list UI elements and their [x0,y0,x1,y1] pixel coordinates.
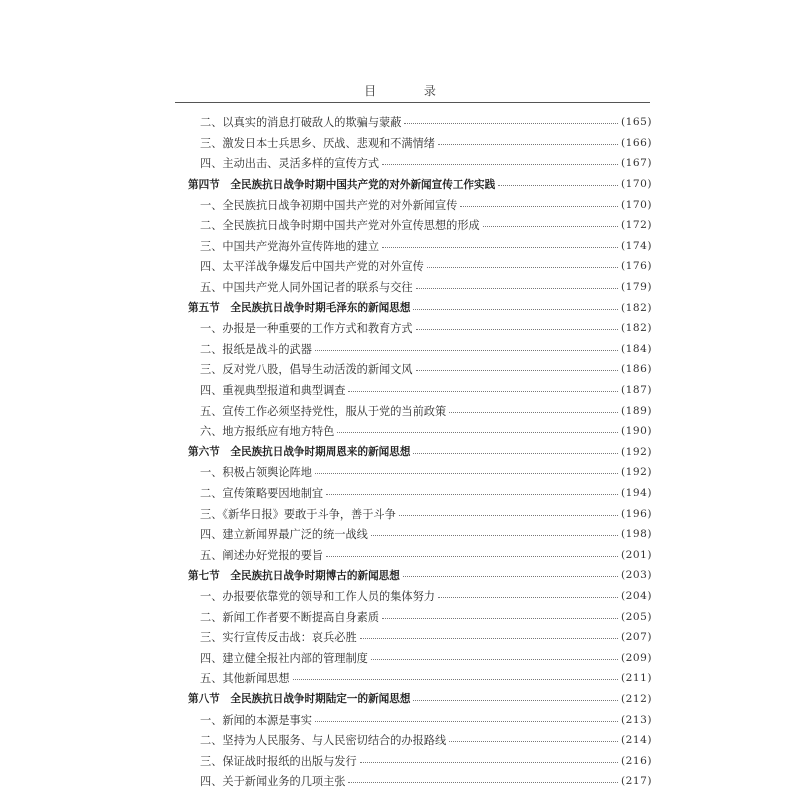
dot-leader [427,266,618,268]
dot-leader [360,761,618,763]
entry-title: 二、全民族抗日战争时期中国共产党对外宣传思想的形成 [200,219,480,233]
dot-leader [382,246,618,248]
dot-leader [449,740,618,742]
entry-title: 五、其他新闻思想 [200,672,290,686]
toc-entry[interactable] [188,462,652,483]
entry-title: 一、积极占领舆论阵地 [200,466,312,480]
page-number: (190) [621,425,652,438]
toc-entry[interactable] [188,133,652,154]
dot-leader [413,452,618,454]
dot-leader [483,225,618,227]
dot-leader [449,411,618,413]
dot-leader [326,493,618,495]
toc-entry[interactable] [188,112,652,133]
toc-section-heading[interactable] [188,565,652,586]
page-number: (217) [621,775,652,788]
entry-title: 三、《新华日报》要敢于斗争，善于斗争 [200,507,396,521]
entry-title: 四、太平洋战争爆发后中国共产党的对外宣传 [200,260,424,274]
toc-entry[interactable] [188,256,652,277]
page-number: (196) [621,507,652,520]
toc-entry[interactable] [188,400,652,421]
dot-leader [293,678,618,680]
toc-entry[interactable] [188,668,652,689]
entry-title: 四、关于新闻业务的几项主张 [200,775,346,789]
entry-title: 一、新闻的本源是事实 [200,713,312,727]
entry-title: 三、实行宣传反击战：哀兵必胜 [200,631,357,645]
table-of-contents [188,112,652,792]
toc-entry[interactable] [188,730,652,751]
dot-leader [438,143,618,145]
entry-title: 五、中国共产党人同外国记者的联系与交往 [200,281,413,295]
entry-title: 五、宣传工作必须坚持党性，服从于党的当前政策 [200,404,447,418]
toc-entry[interactable] [188,339,652,360]
toc-entry[interactable] [188,771,652,792]
toc-entry[interactable] [188,503,652,524]
page-number: (198) [621,528,652,541]
dot-leader [348,781,618,783]
page-number: (212) [621,692,652,705]
header-divider [175,102,650,103]
page-number: (184) [621,342,652,355]
toc-entry[interactable] [188,318,652,339]
dot-leader [416,287,618,289]
toc-entry[interactable] [188,647,652,668]
toc-entry[interactable] [188,236,652,257]
toc-entry[interactable] [188,380,652,401]
page-number: (176) [621,260,652,273]
dot-leader [413,699,618,701]
dot-leader [371,658,618,660]
toc-section-heading[interactable] [188,174,652,195]
page-number: (201) [621,548,652,561]
dot-leader [403,575,618,577]
page-number: (194) [621,486,652,499]
toc-entry[interactable] [188,586,652,607]
page-number: (213) [621,713,652,726]
page-number: (216) [621,754,652,767]
page-number: (207) [621,631,652,644]
section-title: 第五节 全民族抗日战争时期毛泽东的新闻思想 [188,302,411,315]
toc-entry[interactable] [188,544,652,565]
section-title: 第四节 全民族抗日战争时期中国共产党的对外新闻宣传工作实践 [188,178,496,191]
toc-entry[interactable] [188,359,652,380]
page-number: (203) [621,569,652,582]
page-number: (189) [621,404,652,417]
page-number: (172) [621,219,652,232]
entry-title: 四、主动出击、灵活多样的宣传方式 [200,157,380,171]
dot-leader [498,184,618,186]
entry-title: 二、坚持为人民服务、与人民密切结合的办报路线 [200,734,447,748]
page-number: (167) [621,157,652,170]
toc-entry[interactable] [188,483,652,504]
toc-entry[interactable] [188,750,652,771]
page-number: (165) [621,116,652,129]
entry-title: 四、建立新闻界最广泛的统一战线 [200,528,368,542]
page-number: (214) [621,734,652,747]
toc-entry[interactable] [188,194,652,215]
dot-leader [348,390,618,392]
page-number: (187) [621,384,652,397]
toc-entry[interactable] [188,606,652,627]
toc-entry[interactable] [188,709,652,730]
page-number: (192) [621,466,652,479]
section-title: 第六节 全民族抗日战争时期周恩来的新闻思想 [188,446,411,459]
entry-title: 三、中国共产党海外宣传阵地的建立 [200,239,380,253]
page-number: (179) [621,281,652,294]
entry-title: 二、新闻工作者要不断提高自身素质 [200,610,380,624]
toc-section-heading[interactable] [188,297,652,318]
dot-leader [416,369,618,371]
page-number: (186) [621,363,652,376]
entry-title: 六、地方报纸应有地方特色 [200,425,335,439]
dot-leader [404,122,618,124]
entry-title: 一、办报是一种重要的工作方式和教育方式 [200,322,413,336]
entry-title: 二、报纸是战斗的武器 [200,342,312,356]
page-number: (182) [621,322,652,335]
page-number: (209) [621,651,652,664]
entry-title: 三、激发日本士兵思乡、厌战、悲观和不满情绪 [200,136,435,150]
page-number: (170) [621,198,652,211]
dot-leader [413,308,618,310]
page-number: (182) [621,301,652,314]
section-title: 第八节 全民族抗日战争时期陆定一的新闻思想 [188,693,411,706]
toc-entry[interactable] [188,421,652,442]
toc-entry[interactable] [188,277,652,298]
entry-title: 一、办报要依靠党的领导和工作人员的集体努力 [200,589,435,603]
entry-title: 三、保证战时报纸的出版与发行 [200,754,357,768]
dot-leader [382,617,618,619]
section-title: 第七节 全民族抗日战争时期博古的新闻思想 [188,569,400,582]
toc-entry[interactable] [188,153,652,174]
dot-leader [460,205,618,207]
dot-leader [399,514,618,516]
dot-leader [371,534,618,536]
dot-leader [438,596,618,598]
page-title: 目 录 [364,84,458,98]
dot-leader [315,720,618,722]
dot-leader [337,431,618,433]
dot-leader [315,472,618,474]
page-number: (170) [621,178,652,191]
page-number: (211) [621,672,652,685]
toc-entry[interactable] [188,215,652,236]
toc-entry[interactable] [188,524,652,545]
entry-title: 五、阐述办好党报的要旨 [200,548,324,562]
dot-leader [326,555,618,557]
entry-title: 四、建立健全报社内部的管理制度 [200,651,368,665]
entry-title: 二、以真实的消息打破敌人的欺骗与蒙蔽 [200,116,402,130]
page-number: (204) [621,589,652,602]
entry-title: 二、宣传策略要因地制宜 [200,486,324,500]
dot-leader [360,637,618,639]
page-number: (166) [621,136,652,149]
entry-title: 三、反对党八股，倡导生动活泼的新闻文风 [200,363,413,377]
page-number: (192) [621,445,652,458]
dot-leader [315,349,618,351]
page-number: (174) [621,239,652,252]
entry-title: 一、全民族抗日战争初期中国共产党的对外新闻宣传 [200,198,458,212]
dot-leader [416,328,618,330]
toc-section-heading[interactable] [188,689,652,710]
dot-leader [382,163,618,165]
toc-entry[interactable] [188,627,652,648]
entry-title: 四、重视典型报道和典型调查 [200,384,346,398]
page-number: (205) [621,610,652,623]
toc-section-heading[interactable] [188,442,652,463]
